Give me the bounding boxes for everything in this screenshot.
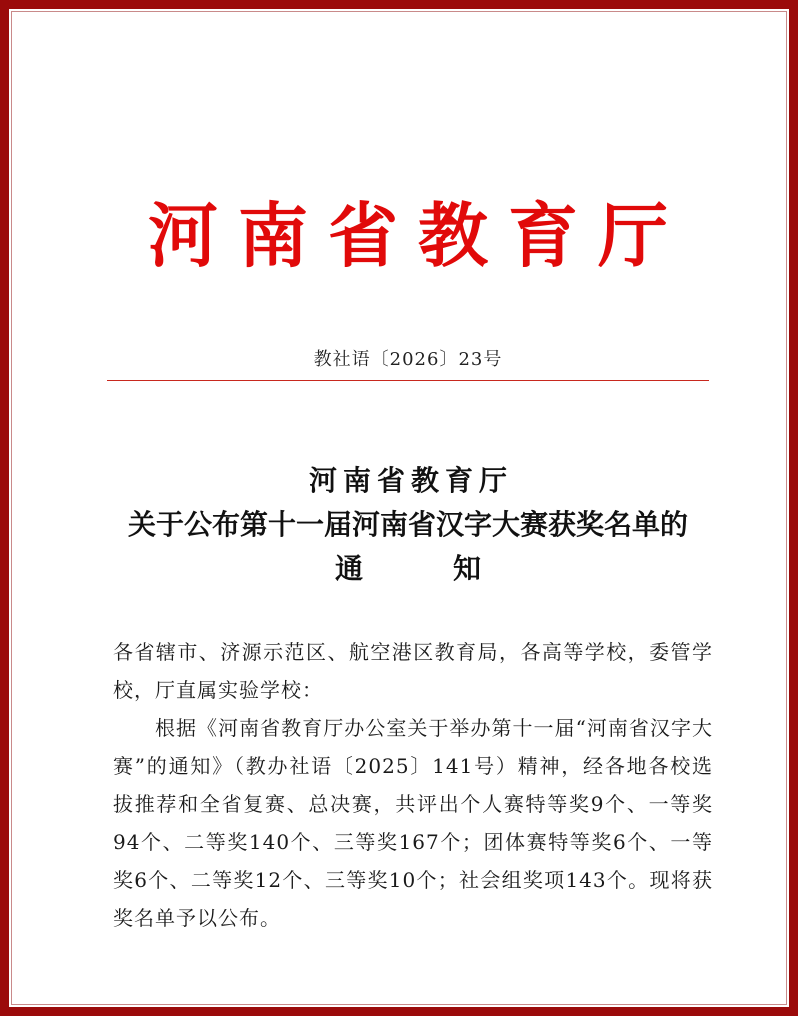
document-number: 教社语〔2026〕23号 [313,349,503,370]
title-line-3-part-b: 知 [453,552,482,585]
notice-body [113,633,713,937]
title-line-3-part-a: 通 [334,552,363,585]
red-divider-rule [107,380,709,381]
masthead-title: 河南省教育厅 [148,194,688,277]
title-line-2: 关于公布第十一届河南省汉字大赛获奖名单的 [127,508,688,541]
title-line-1: 河南省教育厅 [308,464,513,497]
body-paragraph: 根据《河南省教育厅办公室关于举办第十一届“河南省汉字大赛”的通知》（教办社语〔2025〕141号）精神，经各地各校选拔推荐和全省复赛、总决赛，共评出个人赛特等奖9个、一等奖94个、二等奖140个、三等奖167个；团体赛特等奖6个、一等奖6个、二等奖12个、三等奖10个；社会组奖项143个。现将获奖名单予以公布。 [113,716,713,930]
recipients-paragraph: 各省辖市、济源示范区、航空港区教育局，各高等学校，委管学校，厅直属实验学校： [113,640,713,702]
title-line-3 [9,547,798,591]
notice-title [9,459,798,591]
